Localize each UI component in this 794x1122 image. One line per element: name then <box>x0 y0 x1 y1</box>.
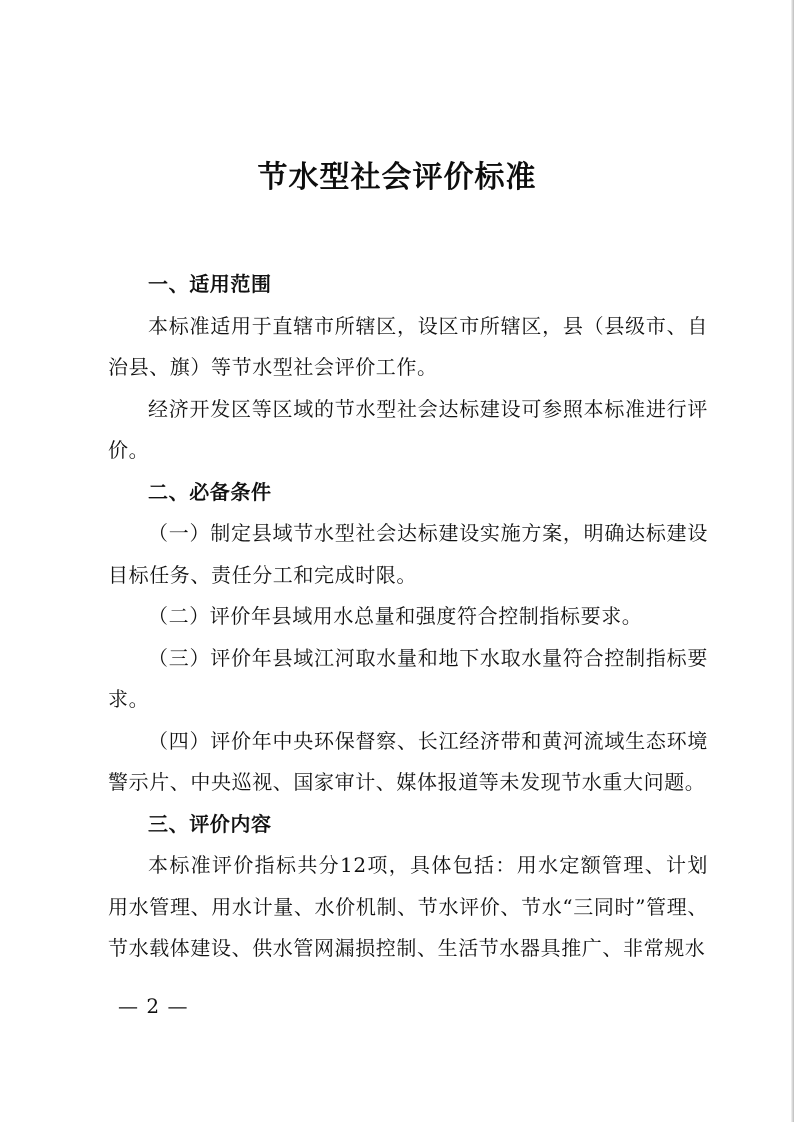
paragraph: （一）制定县域节水型社会达标建设实施方案，明确达标建设目标任务、责任分工和完成时限。 <box>108 521 708 587</box>
paragraph: （三）评价年县域江河取水量和地下水取水量符合控制指标要求。 <box>108 645 708 711</box>
paragraph: 经济开发区等区域的节水型社会达标建设可参照本标准进行评价。 <box>108 396 708 462</box>
paragraph: 本标准评价指标共分12项，具体包括：用水定额管理、计划用水管理、用水计量、水价机制、节水评价、节水“三同时”管理、节水载体建设、供水管网漏损控制、生活节水器具推广、非常规水 <box>108 853 708 960</box>
document-title: 节水型社会评价标准 <box>257 160 537 195</box>
section-heading-content: 三、评价内容 <box>148 811 272 836</box>
document-body <box>108 264 708 970</box>
paragraph: （二）评价年县域用水总量和强度符合控制指标要求。 <box>148 604 643 628</box>
section-heading-scope: 一、适用范围 <box>148 272 272 296</box>
paragraph: 本标准适用于直辖市所辖区，设区市所辖区，县（县级市、自治县、旗）等节水型社会评价工作。 <box>108 313 708 379</box>
paragraph: （四）评价年中央环保督察、长江经济带和黄河流域生态环境警示片、中央巡视、国家审计、媒体报道等未发现节水重大问题。 <box>108 728 708 794</box>
section-heading-prerequisites: 二、必备条件 <box>148 479 272 504</box>
page-number: — 2 — <box>118 994 189 1018</box>
